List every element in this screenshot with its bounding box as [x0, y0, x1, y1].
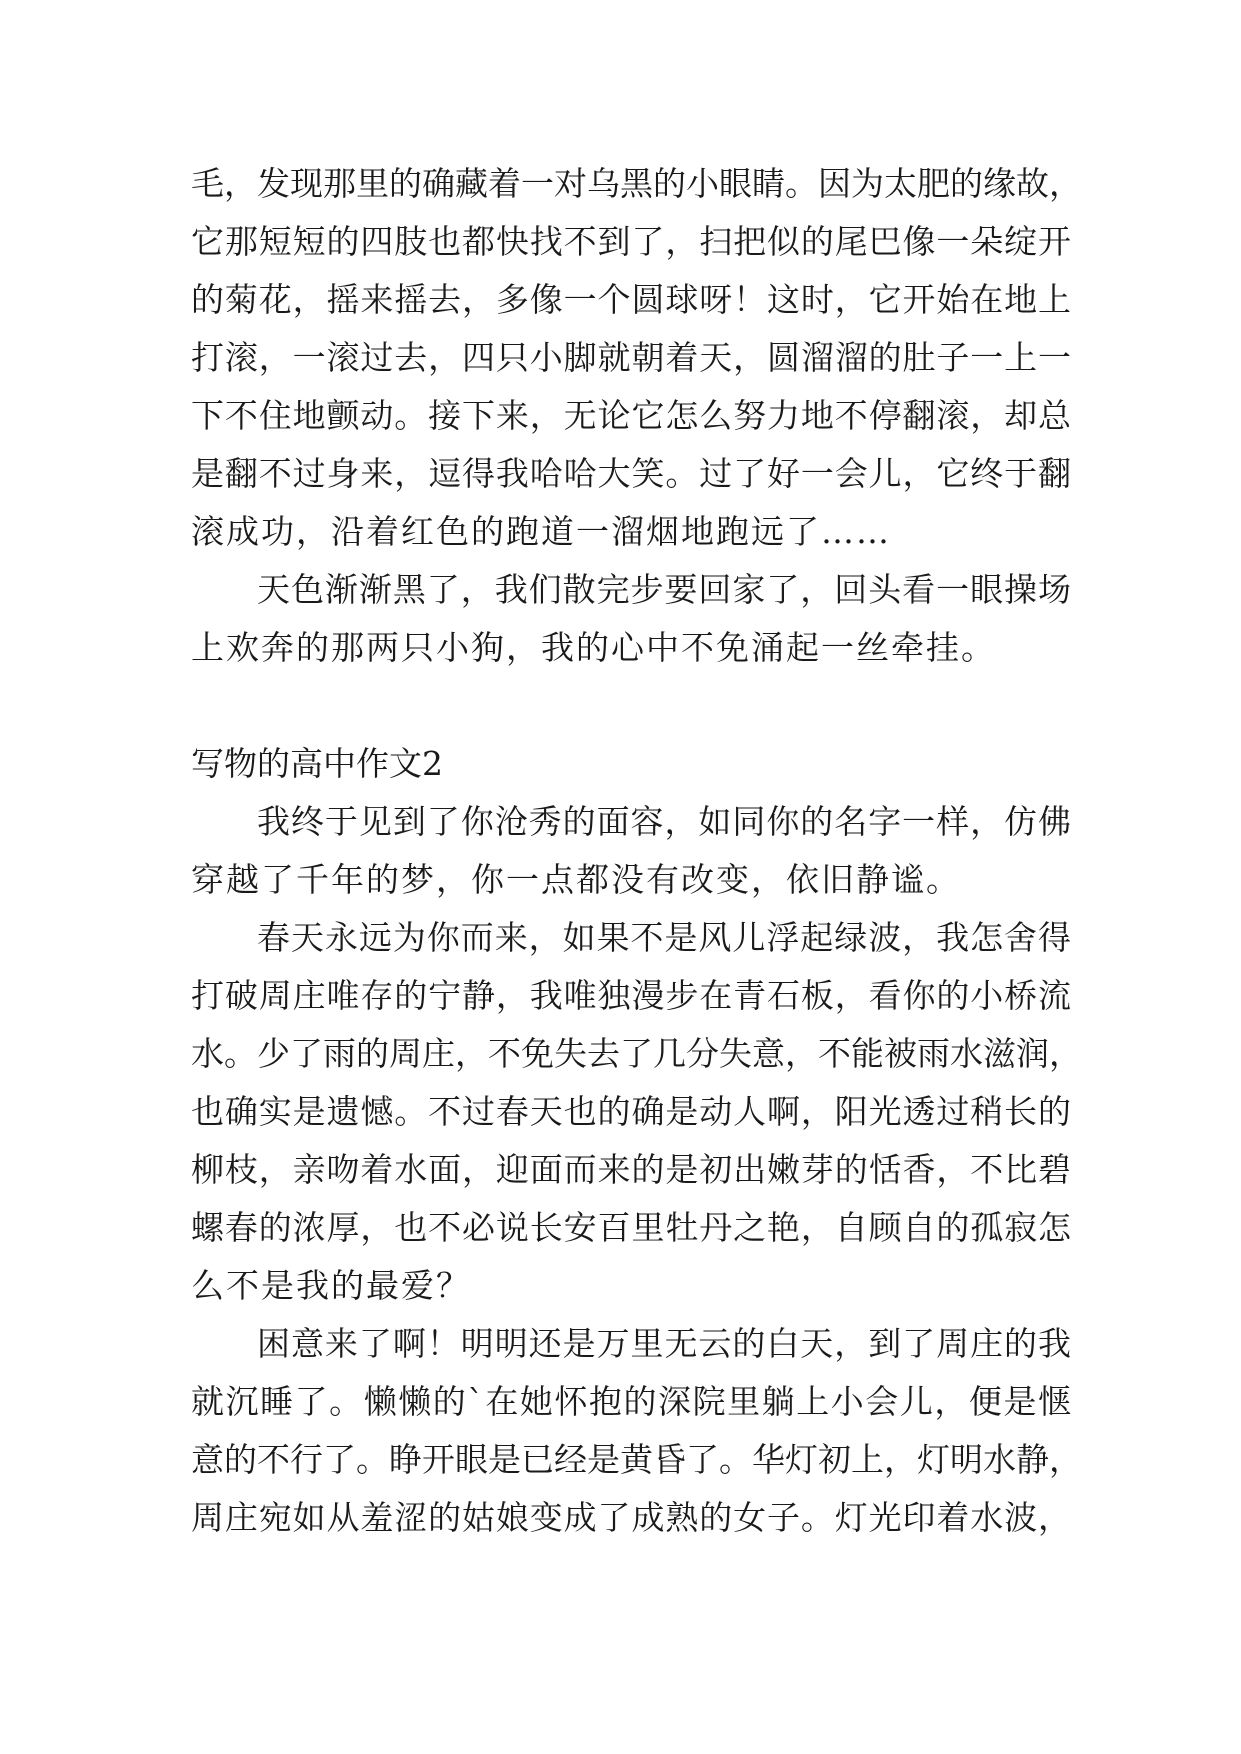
text-line: 水。少了雨的周庄，不免失去了几分失意，不能被雨水滋润，	[191, 1034, 1082, 1073]
text-line: 螺春的浓厚，也不必说长安百里牡丹之艳，自顾自的孤寂怎	[191, 1208, 1071, 1247]
text-line: 打破周庄唯存的宁静，我唯独漫步在青石板，看你的小桥流	[191, 976, 1071, 1015]
text-line: 天色渐渐黑了，我们散完步要回家了，回头看一眼操场	[257, 570, 1071, 609]
text-line: 意的不行了。睁开眼是已经是黄昏了。华灯初上，灯明水静，	[191, 1440, 1082, 1479]
text-line: 穿越了千年的梦，你一点都没有改变，依旧静谧。	[191, 860, 961, 899]
text-line: 打滚，一滚过去，四只小脚就朝着天，圆溜溜的肚子一上一	[191, 338, 1071, 377]
paragraph-2	[191, 561, 1071, 677]
text-line: 它那短短的四肢也都快找不到了，扫把似的尾巴像一朵绽开	[191, 222, 1071, 261]
text-line: 毛，发现那里的确藏着一对乌黑的小眼睛。因为太肥的缘故，	[191, 164, 1082, 203]
text-line: 就沉睡了。懒懒的`在她怀抱的深院里躺上小会儿，便是惬	[191, 1382, 1071, 1421]
text-line: 周庄宛如从羞涩的姑娘变成了成熟的女子。灯光印着水波，	[191, 1498, 1071, 1537]
text-line: 滚成功，沿着红色的跑道一溜烟地跑远了……	[191, 512, 891, 551]
text-line: 下不住地颤动。接下来，无论它怎么努力地不停翻滚，却总	[191, 396, 1071, 435]
text-line: 柳枝，亲吻着水面，迎面而来的是初出嫩芽的恬香，不比碧	[191, 1150, 1071, 1189]
paragraph-1	[191, 155, 1082, 561]
paragraph-3	[191, 793, 1071, 909]
paragraph-4	[191, 909, 1082, 1315]
section-title: 写物的高中作文2	[191, 744, 443, 783]
text-line: 的菊花，摇来摇去，多像一个圆球呀！这时，它开始在地上	[191, 280, 1071, 319]
article-body	[191, 155, 1082, 1547]
paragraph-5	[191, 1315, 1082, 1547]
text-line: 上欢奔的那两只小狗，我的心中不免涌起一丝牵挂。	[191, 628, 996, 667]
text-line: 春天永远为你而来，如果不是风儿浮起绿波，我怎舍得	[257, 918, 1071, 957]
text-line: 么不是我的最爱？	[191, 1266, 471, 1305]
text-line: 是翻不过身来，逗得我哈哈大笑。过了好一会儿，它终于翻	[191, 454, 1071, 493]
text-line: 也确实是遗憾。不过春天也的确是动人啊，阳光透过稍长的	[191, 1092, 1071, 1131]
paragraph-gap	[191, 677, 1071, 735]
text-line: 我终于见到了你沧秀的面容，如同你的名字一样，仿佛	[257, 802, 1071, 841]
text-line: 困意来了啊！明明还是万里无云的白天，到了周庄的我	[257, 1324, 1071, 1363]
